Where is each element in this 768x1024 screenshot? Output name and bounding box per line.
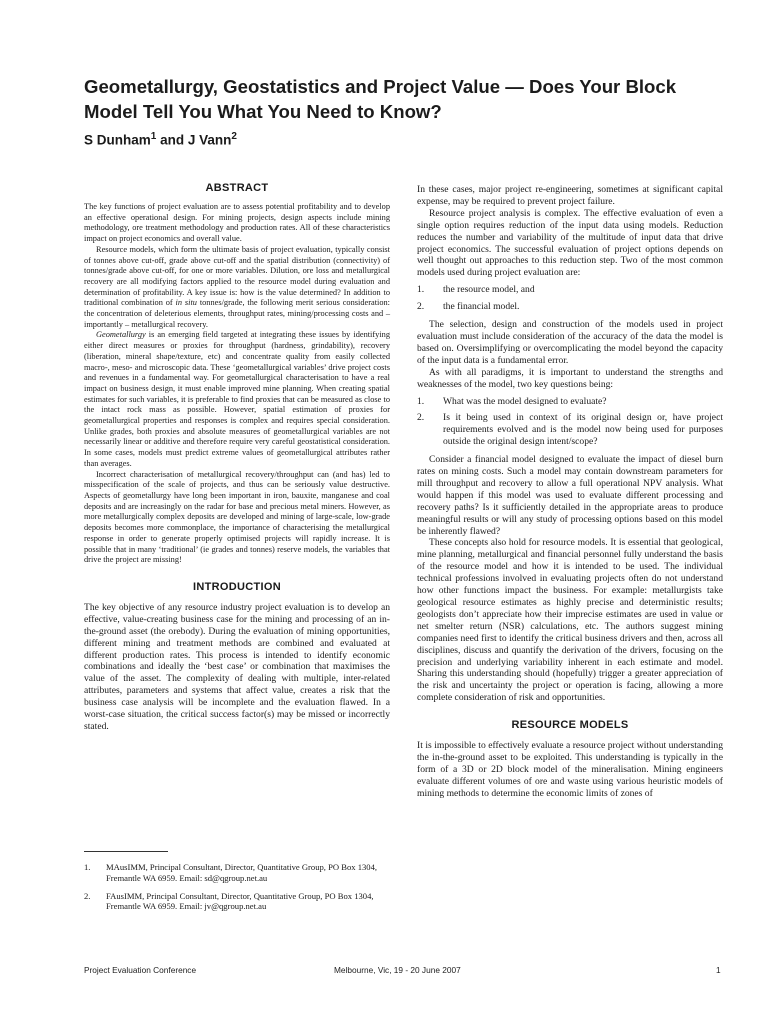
list-item: 2. Is it being used in context of its original design or, have project requirements evolved and is the model now being used for purposes outside the original design intent/scope? [417, 412, 723, 448]
body-paragraph: The selection, design and construction of the models used in project evaluation must include consideration of the accuracy of the data the model is based on. Oversimplifying or overcomplicating the model beyond the capacity of the input data is a fundamental error. [417, 319, 723, 366]
footnote-rule [84, 851, 168, 852]
body-paragraph: In these cases, major project re-engineering, sometimes at significant capital expense, may be required to prevent project failure. [417, 184, 723, 207]
page-number: 1 [716, 965, 721, 975]
abstract-paragraph: The key functions of project evaluation are to assess potential profitability and to develop an effective operational design. For mining projects, design aspects include mining methodology, ore treatment methodology and production rates. All of these characteristics impact on project economics and overall value. [84, 202, 390, 244]
list-item: 2. the financial model. [417, 301, 520, 313]
list-item: 1. the resource model, and [417, 284, 535, 296]
author-2-affiliation: 2 [231, 131, 237, 142]
author-1-affiliation: 1 [150, 131, 157, 142]
authors-and: and [156, 132, 188, 148]
body-paragraph: These concepts also hold for resource models. It is essential that geological, mine planning, metallurgical and financial personnel fully understand the basis of the resource model and how it is intended to be used. The individual technical professions involved in evaluating projects often do not understand how other functions impact the business. For example: metallurgists take geological resource estimates as highly precise and deterministic results; geologists don’t appreciate how their imprecise estimates are used in value or net smelter return (NSR) calculations, etc. The authors suggest mining companies need first to identify the critical business drivers and then, across all disciplines, discuss and quantify the derivation of the drivers, focusing on the precision and underlying variability inherent in each estimate and model. Sharing this understanding should (hopefully) trigger a greater appreciation of the risk and uncertainty the project or operation is facing, allowing a more complete consideration of risk and opportunities. [417, 537, 723, 704]
introduction-paragraph: The key objective of any resource industry project evaluation is to develop an effective, value-creating business case for the mining and processing of an in-the-ground asset (the orebody). During the evaluation of mining opportunities, different mining and treatment methods are combined and evaluated at different production rates. This process is intended to identify economic combinations and ideally the ‘best case’ or combination that maximises the value of the asset. The complexity of dealing with multiple, inter-related attributes, parameters and systems that affect value, creates a risk that the business case analysis will be incomplete and the evaluation flawed. In a worst-case situation, the critical success factor(s) may be missed or incorrectly stated. [84, 601, 390, 732]
right-column [417, 184, 723, 800]
body-paragraph: Consider a financial model designed to evaluate the impact of diesel burn rates on mining costs. Such a model may contain downstream parameters for mill throughput and recovery to allow a full operational NPV analysis. What would happen if this model was used to evaluate different processing and recovery paths? Is it sufficiently detailed in the appropriate areas to produce meaningful results or will any study of processing options based on this model be inherently flawed? [417, 454, 723, 537]
body-paragraph: Resource project analysis is complex. The effective evaluation of even a single option requires reduction of the input data using models. Reduction reduces the number and variability of the multitude of input data that drive project economics. The successful evaluation of project options depends on well thought out approaches to this reduction step. Two of the most common models used during project evaluation are: [417, 207, 723, 279]
abstract-paragraph: Incorrect characterisation of metallurgical recovery/throughput can (and has) led to misspecification of the scale of projects, and thus can be seriously value destructive. Aspects of geometallurgy have long been important in iron, bauxite, manganese and coal deposits and are increasingly on the radar for base and precious metal miners. However, as more metallurgically complex deposits are developed and mining of large-scale, low-grade deposits becomes more commonplace, the importance of characterising the metallurgical response in order to generate properly optimised projects will rapidly increase. It is possible that in many ‘traditional’ (ie grades and tonnes) reserve models, the variables that drive the project are missing! [84, 469, 390, 565]
body-paragraph: As with all paradigms, it is important to understand the strengths and weaknesses of the model, two key questions being: [417, 366, 723, 390]
question-list [417, 396, 723, 449]
footnotes [84, 862, 390, 919]
footer-location-date: Melbourne, Vic, 19 - 20 June 2007 [334, 965, 461, 975]
footnote: 2. FAusIMM, Principal Consultant, Director, Quantitative Group, PO Box 1304, Fremantle WA 6959. Email: jv@qgroup.net.au [84, 890, 374, 912]
abstract-body [84, 202, 390, 566]
left-column [84, 182, 390, 733]
introduction-heading: INTRODUCTION [193, 580, 281, 593]
abstract-paragraph: Resource models, which form the ultimate basis of project evaluation, typically consist of tonnes above cut-off, grade above cut-off and the spatial distribution (connectivity) of tonnes/grade above cut-off, for one or more variables. Dilution, ore loss and metallurgical recovery are all modifying factors applied to the resource model during evaluation and determination of profitability. A key issue is: how is the value determined? In addition to traditional combination of in situ tonnes/grade, the following merit serious consideration: the concentration of deleterious elements, throughput rates, mining/processing costs and – importantly – metallurgical recovery. [84, 244, 390, 329]
footnote: 1. MAusIMM, Principal Consultant, Director, Quantitative Group, PO Box 1304, Fremantle WA 6959. Email: sd@qgroup.net.au [84, 862, 378, 883]
authors [84, 131, 237, 148]
footer-conference: Project Evaluation Conference [84, 965, 197, 975]
body-paragraph: It is impossible to effectively evaluate a resource project without understanding the in-the-ground asset to be exploited. This understanding is typically in the form of a 3D or 2D block model of the mineralisation. Mining engineers evaluate different volumes of ore and waste using various heuristic models of mining methods to determine the economic limits of zones of [417, 740, 723, 799]
introduction-body [84, 602, 390, 733]
model-list [417, 284, 723, 313]
list-item: 1. What was the model designed to evaluate? [417, 395, 607, 407]
abstract-heading: ABSTRACT [205, 182, 269, 194]
paper-title: Geometallurgy, Geostatistics and Project Value — Does Your Block Model Tell You What You Need to Know? [84, 76, 677, 122]
author-1: S Dunham [84, 132, 151, 148]
resource-models-heading: RESOURCE MODELS [511, 719, 629, 732]
author-2: J Vann [187, 132, 232, 148]
abstract-paragraph: Geometallurgy is an emerging field targeted at integrating these issues by identifying either direct measures or proxies for throughput (hardness, grindability), recovery (liberation, mineral shape/texture, etc) and concentrate quality from easily collected macro-, meso- and microscopic data. These ‘geometallurgical variables’ drive project costs and revenues in a fundamental way. For geometallurgical characterisation to have a real impact on business design, it must enable improved mine planning. When creating spatial estimates for such variables, it is preferable to find proxies that can be measured as close to the intact rock mass as possible. However, spatial estimation of proxies for geometallurgical properties and responses is complex and requires special consideration. Unlike grades, both proxies and absolute measures of geometallurgical variables are not necessarily linear or additive and therefore require very careful geostatistical consideration. In some cases, models must predict extreme values of geometallurgical attributes rather than averages. [84, 330, 390, 468]
